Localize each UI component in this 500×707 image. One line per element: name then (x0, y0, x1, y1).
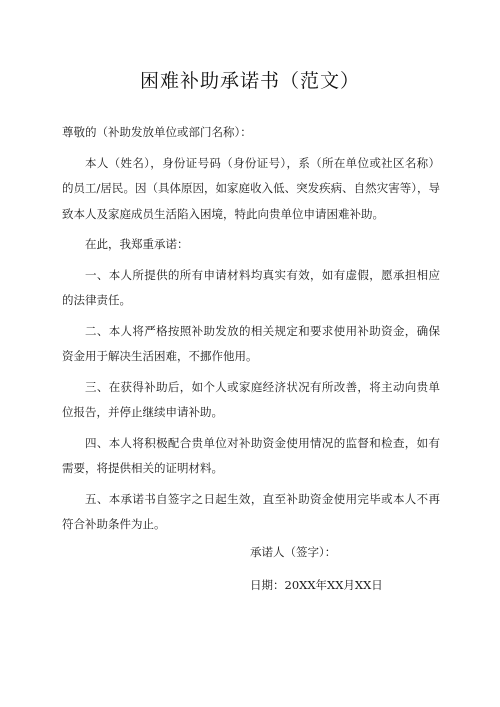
paragraph-pledge-1: 一、本人所提供的所有申请材料均真实有效，如有虚假，愿承担相应的法律责任。 (62, 267, 440, 307)
signature-block (250, 536, 383, 602)
paragraph-pledge-heading: 在此，我郑重承诺： (85, 237, 189, 251)
paragraph-pledge-2: 二、本人将严格按照补助发放的相关规定和要求使用补助资金，确保资金用于解决生活困难，不挪作他用。 (62, 323, 440, 363)
date-line: 日期：20XX年XX月XX日 (250, 578, 383, 592)
paragraph-pledge-3: 三、在获得补助后，如个人或家庭经济状况有所改善，将主动向贵单位报告，并停止继续申请补助。 (62, 379, 440, 419)
paragraph-intro: 本人（姓名），身份证号码（身份证号），系（所在单位或社区名称）的员工/居民。因（具体原因，如家庭收入低、突发疾病、自然灾害等），导致本人及家庭成员生活陷入困境，特此向贵单位申请困难补助。 (62, 155, 440, 221)
signature-label: 承诺人（签字）： (250, 545, 337, 559)
paragraph-pledge-5: 五、本承诺书自签字之日起生效，直至补助资金使用完毕或本人不再符合补助条件为止。 (62, 491, 440, 531)
paragraph-pledge-4: 四、本人将积极配合贵单位对补助资金使用情况的监督和检查，如有需要，将提供相关的证明材料。 (62, 435, 440, 475)
salutation: 尊敬的（补助发放单位或部门名称）： (62, 125, 252, 139)
document-title: 困难补助承诺书（范文） (139, 70, 360, 92)
document-body (62, 120, 440, 543)
